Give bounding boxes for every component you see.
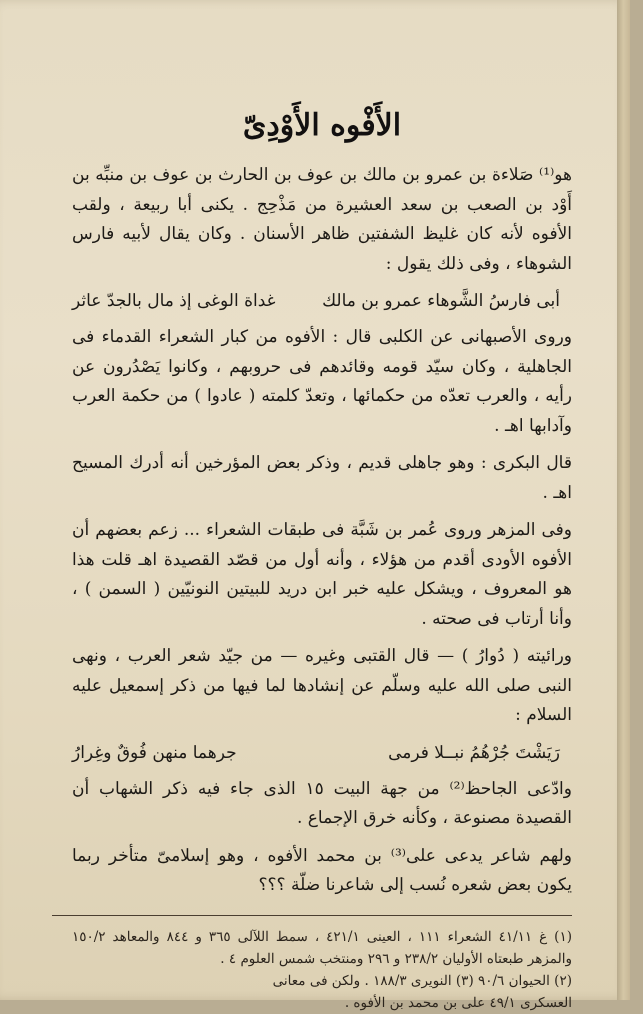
verse-1-first-hemistich: أبى فارسُ الشَّوهاء عمرو بن مالك (322, 291, 560, 311)
paragraph-1: هو⁽¹⁾ صَلاءة بن عمرو بن مالك بن عوف بن الحارث بن عوف بن منبِّه بن أَوْد بن الصعب بن سعد العشيرة من مَذْحِج . يكنى أبا ربيعة ، ولقب الأفوه لأنه كان غليظ الشفتين ظاهر الأسنان . وكان يقال لأبيه فارس الشوهاء ، وفى ذلك يقول : (72, 165, 572, 274)
footnote-2: (٢) الحيوان ٩٠/٦ (٣) النويرى ١٨٨/٣ . ولكن فى معانى (272, 972, 572, 989)
footnote-3: العسكرى ٤٩/١ على بن محمد بن الأفوه . (344, 994, 572, 1011)
paragraph-3: قال البكرى : وهو جاهلى قديم ، وذكر بعض المؤرخين أنه أدرك المسيح اهـ . (72, 453, 572, 503)
verse-2 (72, 739, 560, 767)
paragraph-7: ولهم شاعر يدعى على⁽³⁾ بن محمد الأفوه ، وهو إسلامىّ متأخر ربما يكون بعض شعره نُسب إلى شاعرنا ضلّة ؟؟؟ (72, 845, 572, 895)
page-edge (617, 0, 630, 1000)
paragraph-5: ورائيته ( دُوارُ ) — قال القتبى وغيره — من جيّد شعر العرب ، ونهى النبى صلى الله عليه وسلّم عن إنشادها لما فيها من ذكر إسمعيل عليه السلام : (72, 646, 572, 725)
paragraph-2: وروى الأصبهانى عن الكلبى قال : الأفوه من كبار الشعراء القدماء فى الجاهلية ، وكان سيّد قومه وقائدهم فى حروبهم ، وكانوا يَصْدُرون عن رأيه ، والعرب تعدّه من حكمائها ، وتعدّ كلمته ( عادوا ) من حكمة العرب وآدابها اهـ . (72, 327, 572, 436)
paragraph-6: وادّعى الجاحظ⁽²⁾ من جهة البيت ١٥ الذى جاء فيه ذكر الشهاب أن القصيدة مصنوعة ، وكأنه خرق الإجماع . (72, 778, 572, 828)
verse-2-first-hemistich: رَيَشْتَ جُرْهُمُ نبــلا فرمى (388, 742, 560, 763)
verse-1 (72, 287, 560, 315)
paragraph-4: وفى المزهر وروى عُمر بن شَبَّة فى طبقات الشعراء ... زعم بعضهم أن الأفوه الأودى أقدم من هؤلاء ، وأنه أول من قصّد القصيدة اهـ قلت هذا هو المعروف ، ويشكل عليه خبر ابن دريد للبيتين النونيّين ( السمن ) ، وأنا أرتاب فى صحته . (72, 520, 572, 629)
page-title: الأَفْوه الأَوْدِىّ (242, 108, 402, 143)
footnote-1: (١) غ ٤١/١١ الشعراء ١١١ ، العينى ٤٢١/١ ، سمط اللآلى ٣٦٥ و ٨٤٤ والمعاهد ١٥٠/٢ والمزهر طبعتاه الأوليان ٢٣٨/٢ و ٢٩٦ ومنتخب شمس العلوم ٤ . (72, 928, 572, 967)
verse-2-second-hemistich: جرهما منهن فُوقٌ وغِرارُ (72, 742, 237, 763)
verse-1-second-hemistich: غداة الوغى إذ مال بالجدّ عاثر (72, 291, 276, 311)
footnote-divider (52, 915, 572, 916)
footnotes (72, 926, 572, 1014)
page-content (72, 108, 572, 1014)
